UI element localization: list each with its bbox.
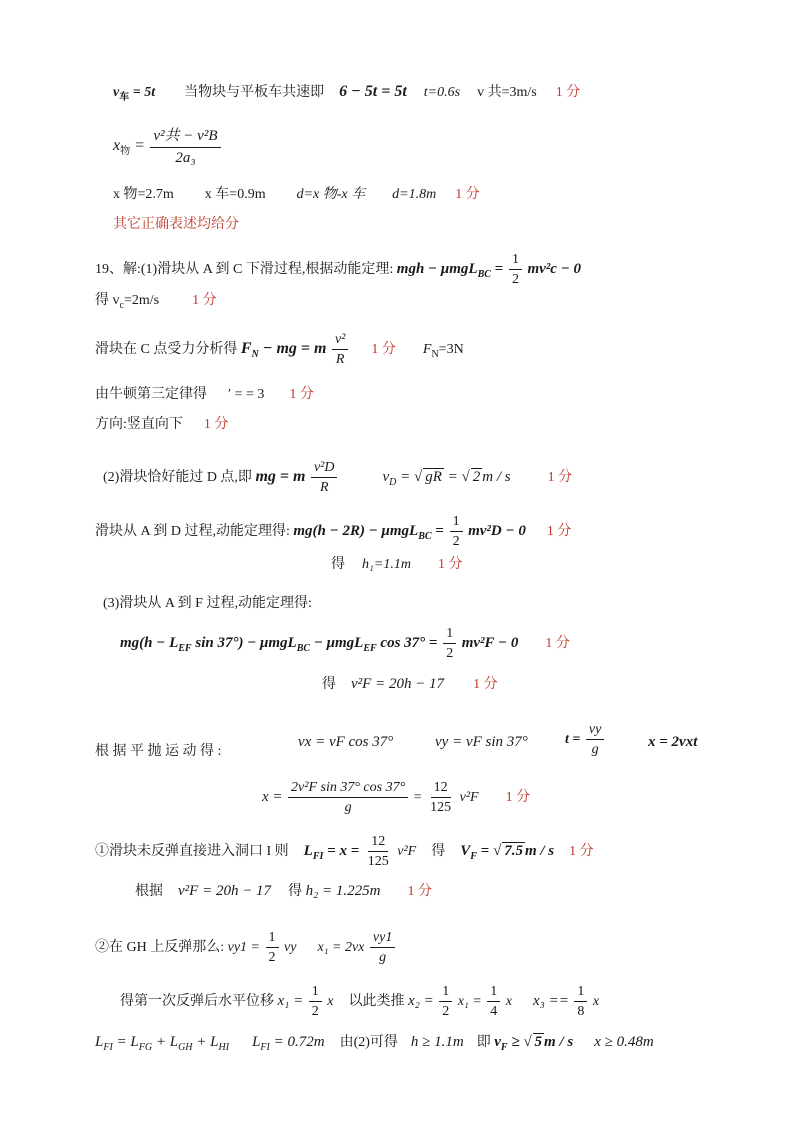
score-mark: 1 分: [555, 85, 581, 100]
value-h1: h₁=1.1m: [362, 557, 411, 572]
eq-lfi: $L_{FI} = x$ =: [303, 843, 360, 863]
line-1: [113, 83, 581, 103]
x-var: x: [592, 994, 600, 1010]
line-13: (3)滑块从 A 到 F 过程,动能定理得:: [103, 596, 312, 611]
eq-force-c: $F_N$ − mg = m: [240, 340, 327, 361]
score-mark: 1 分: [289, 387, 314, 402]
fraction-half: $\frac{1}{2}$: [509, 252, 522, 288]
line-16: [95, 745, 221, 759]
newton-eq: ′ = = 3: [228, 387, 265, 402]
eq-vf2-term: v²F: [397, 844, 417, 860]
line-19: [135, 884, 432, 899]
result-text: 得: [331, 557, 345, 572]
line-6: [95, 293, 217, 311]
line-7: [95, 332, 464, 368]
eq-vd: $v_D$ = √ gR = √ 2 m / s: [382, 469, 511, 489]
eq-vx: vx = vF cos 37°: [298, 734, 394, 750]
fraction-half: $\frac{1}{2}$: [450, 514, 463, 550]
line-2: [113, 128, 223, 166]
eq-mg: mg = m: [255, 468, 306, 486]
direction-text: 方向:竖直向下: [95, 417, 183, 432]
eq-energy-af: $mg(h - L_{EF}$ sin 37°) − μmgL$_{BC}$ − μmgL$_{EF}$ cos 37° =: [120, 635, 442, 655]
line-21: [120, 984, 599, 1020]
score-mark: 1 分: [547, 470, 573, 486]
newton-text: 由牛顿第三定律得: [95, 387, 207, 402]
part2b-text: 滑块从 A 到 D 过程,动能定理得:: [95, 524, 290, 540]
eq-h-min: h ≥ 1.1m: [410, 1034, 464, 1050]
text-common-speed: 当物块与平板车共速即: [184, 85, 325, 100]
score-mark: 1 分: [505, 790, 531, 806]
eq-d: d=x 物-x 车: [296, 187, 366, 202]
eq-energy-ad-rhs: mv²D − 0: [468, 523, 526, 540]
x-var: x: [327, 994, 334, 1010]
eq-x-wu: $x_物$ =: [113, 137, 145, 158]
value-v-common: v 共=3m/s: [477, 85, 537, 100]
score-mark: 1 分: [455, 187, 480, 202]
line-3: [113, 188, 480, 202]
score-mark: 1 分: [545, 636, 570, 652]
score-mark: 1 分: [473, 677, 498, 692]
eq-x1-half: x₁ =: [277, 993, 304, 1010]
eq-vf2-term: v²F: [459, 790, 479, 806]
fraction-half: $\frac{1}{2}$: [266, 930, 279, 966]
fraction-vy-g: $\frac{vy}{g}$: [586, 722, 604, 758]
eq-v-car: $v_车 = 5t$: [113, 85, 156, 103]
analogy-text: 以此类推: [348, 994, 405, 1010]
eq-lfi-val: $L_{FI} = 0.72m$: [252, 1034, 325, 1053]
value-d: d=1.8m: [392, 187, 437, 202]
line-9: [95, 418, 228, 432]
fraction-12-125: $\frac{12}{125}$: [430, 780, 452, 816]
note-line: 其它正确表述均给分: [113, 217, 239, 232]
score-mark: 1 分: [203, 417, 229, 432]
score-mark: 1 分: [437, 557, 463, 572]
line-8: [95, 388, 314, 402]
line-20: [95, 930, 397, 966]
line-18: [95, 834, 594, 870]
q19-text: 19、解:(1)滑块从 A 到 C 下滑过程,根据动能定理:: [95, 262, 394, 278]
case1-text: ①滑块未反弹直接进入洞口 I 则: [95, 844, 289, 860]
value-t: t=0.6s: [423, 85, 461, 100]
fraction-vd2-r: $\frac{\text{v²D}}{R}$: [311, 460, 338, 496]
fraction-12-125: $\frac{12}{125}$: [367, 834, 389, 870]
fraction-x-wu: $\frac{\text{v²共 − v²B}}{\text{2a₃}}$: [150, 128, 220, 166]
de-text: 得: [288, 884, 303, 899]
eq-t: t = $\frac{vy}{g}$: [565, 722, 606, 758]
part2-text: (2)滑块恰好能过 D 点,即: [103, 470, 252, 486]
score-mark: 1 分: [546, 524, 572, 540]
ji-text: 即: [476, 1035, 491, 1050]
eq-x-lhs: x =: [262, 789, 283, 806]
eq-vf2: v²F = 20h − 17: [178, 883, 272, 899]
eq-energy-ad: mg(h − 2R) − μmgL$_{BC}$ =: [293, 523, 448, 543]
fraction-half: $\frac{1}{2}$: [443, 626, 456, 662]
basis-text: 根据: [135, 884, 163, 899]
fraction-v2-r: $\frac{\text{v²}}{R}$: [332, 332, 348, 368]
eq-vy: vy: [284, 940, 297, 956]
line-11: [95, 514, 571, 550]
line-12: [331, 558, 462, 572]
eq-vf-min: $v_F$ ≥ √ 5 m / s: [494, 1034, 574, 1053]
case2-text: ②在 GH 上反弹那么:: [95, 940, 225, 956]
fraction-x: $\frac{\text{2v²F sin 37° cos 37°}}{g}$: [288, 780, 408, 816]
value-h2: h₂ = 1.225m: [305, 883, 381, 899]
line-22: [95, 1033, 654, 1051]
line-5: [95, 252, 581, 288]
value-x-wu: x 物=2.7m: [113, 187, 174, 202]
eq-x1: x₁ = 2vx: [317, 940, 365, 956]
eq-energy-ac-rhs: mv²c − 0: [527, 261, 582, 278]
fraction-half: $\frac{1}{2}$: [309, 984, 322, 1020]
score-mark: 1 分: [407, 884, 432, 899]
eq-energy-ac: mgh − μmgL$_{BC}$ =: [396, 261, 507, 281]
eq-sign: =: [413, 790, 422, 806]
line-10: [103, 460, 572, 496]
line-14: [120, 626, 570, 662]
line-15: [322, 677, 498, 692]
fraction-eighth: $\frac{1}{8}$: [574, 984, 587, 1020]
line-17: [262, 780, 530, 816]
score-mark: 1 分: [371, 342, 396, 358]
de-text: 得: [431, 844, 446, 860]
vc-label: 得 $v_c=2m/s$: [95, 293, 160, 311]
eq-common-speed: 6 − 5t = 5t: [339, 83, 407, 100]
x-var: x: [505, 994, 512, 1010]
eq-vf2: v²F = 20h − 17: [351, 676, 445, 692]
eq-x2: x₂ =: [407, 993, 434, 1010]
eq-lfi-sum: $L_{FI} = L_{FG} + L_{GH} + L_{HI}$: [95, 1034, 230, 1053]
bounce-text: 得第一次反弹后水平位移: [120, 994, 274, 1010]
eq-x-min: x ≥ 0.48m: [594, 1034, 654, 1050]
projectile-text: 根 据 平 抛 运 动 得 :: [95, 744, 222, 759]
fn-result: $F_N=3N$: [422, 342, 464, 360]
eq-x: x = 2vxt: [648, 734, 698, 750]
eq-vy1: vy1 =: [227, 940, 260, 956]
fraction-quarter: $\frac{1}{4}$: [487, 984, 500, 1020]
fraction-half: $\frac{1}{2}$: [439, 984, 452, 1020]
score-mark: 1 分: [569, 844, 594, 860]
from2-text: 由(2)可得: [339, 1035, 398, 1050]
eq-x3: x₃ ==: [532, 993, 569, 1010]
eq-vy: vy = vF sin 37°: [435, 734, 528, 750]
score-mark: 1 分: [192, 293, 217, 308]
value-x-car: x 车=0.9m: [204, 187, 266, 202]
fraction-vy1-g: $\frac{vy1}{g}$: [370, 930, 395, 966]
eq-x1-term: x₁ =: [457, 994, 482, 1010]
result-text: 得: [322, 677, 336, 692]
eq-vf: $V_F$ = √ 7.5 m / s: [460, 843, 555, 863]
force-text: 滑块在 C 点受力分析得: [95, 342, 238, 358]
eq-energy-af-rhs: mv²F − 0: [461, 635, 519, 652]
